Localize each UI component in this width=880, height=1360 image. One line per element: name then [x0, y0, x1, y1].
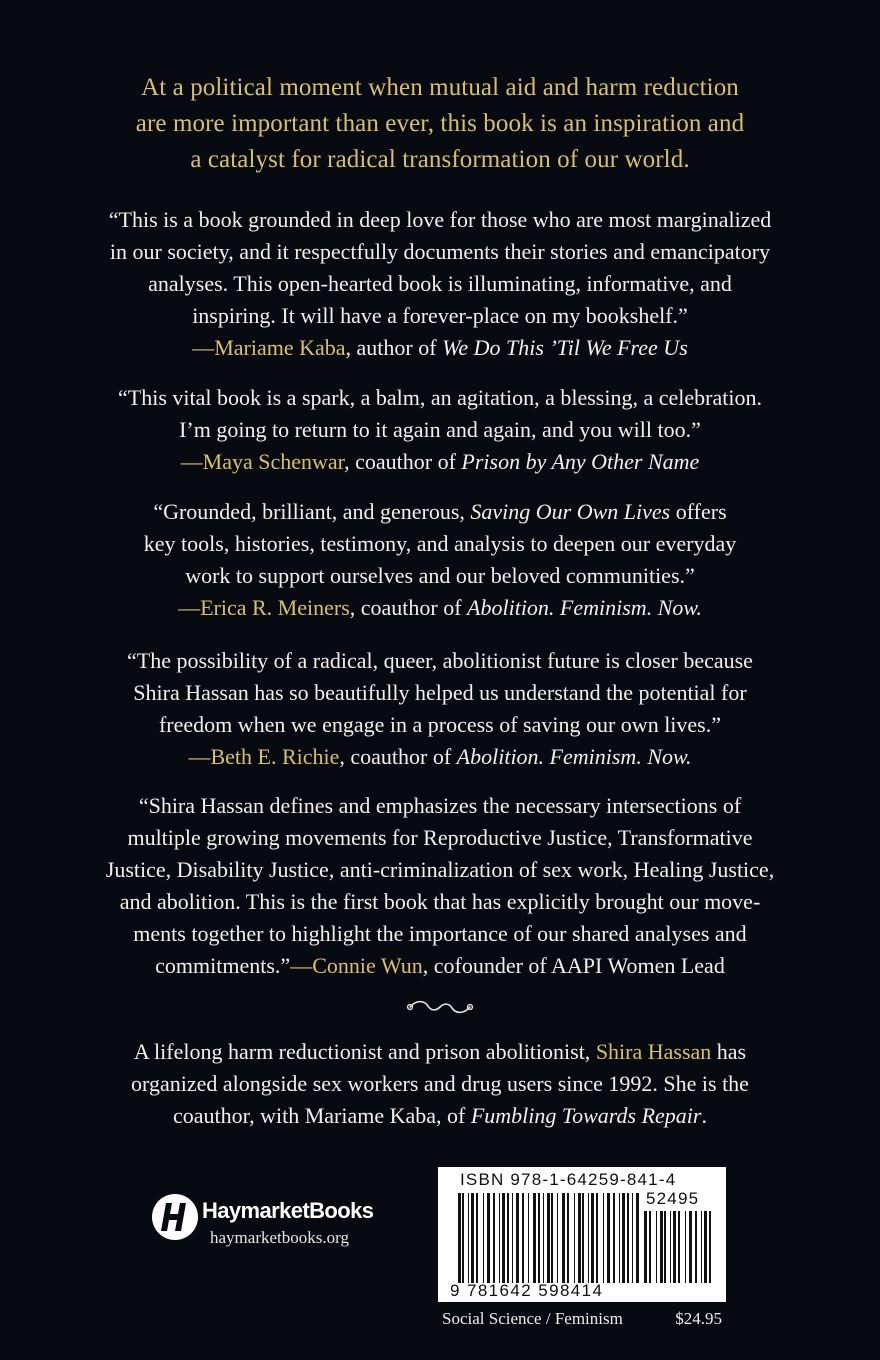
- addon-bar: [685, 1211, 686, 1283]
- blurb-line: “The possibility of a radical, queer, abolitionist future is closer because: [127, 648, 753, 673]
- ean-bar: [551, 1193, 553, 1283]
- ean-digits: 9 781642 598414: [450, 1281, 604, 1300]
- subject-category: Social Science / Feminism: [442, 1309, 623, 1328]
- blurb-attribution: [80, 592, 800, 624]
- intro-line: are more important than ever, this book is an inspiration and: [135, 110, 745, 137]
- ean-bar: [543, 1193, 544, 1283]
- ean-bar: [528, 1193, 529, 1283]
- addon-bar: [709, 1211, 711, 1283]
- blurb-text: “Grounded, brilliant, and generous,: [153, 499, 471, 524]
- addon-bar: [704, 1211, 707, 1283]
- isbn-barcode: [438, 1167, 726, 1302]
- blurb-richie: [80, 645, 800, 773]
- ean-bar: [533, 1193, 536, 1283]
- bio-line: organized alongside sex workers and drug users since 1992. She is the: [131, 1071, 749, 1096]
- blurb-wun: [80, 790, 800, 982]
- addon-bar: [649, 1211, 651, 1283]
- attribution-dash: —: [188, 744, 211, 769]
- ean-bar: [471, 1193, 474, 1283]
- ean-bar: [636, 1193, 639, 1283]
- ean-bar: [607, 1193, 610, 1283]
- ean-bar: [619, 1193, 620, 1283]
- intro-line: At a political moment when mutual aid and harm reduction: [141, 74, 739, 101]
- blurb-line: work to support ourselves and our beloved communities.”: [185, 563, 695, 588]
- blurb-line: analyses. This open-hearted book is illuminating, informative, and: [148, 271, 732, 296]
- ean-bar: [483, 1193, 484, 1283]
- attribution-role: , author of: [345, 335, 443, 360]
- attribution-dash: —: [178, 595, 201, 620]
- blurb-line: [80, 496, 800, 528]
- addon-bar: [656, 1211, 657, 1283]
- addon-bar: [695, 1211, 697, 1283]
- category-price-line: [442, 1309, 722, 1329]
- haymarket-h-logo-icon: [150, 1192, 200, 1242]
- blurb-line: ments together to highlight the importance of our shared analyses and: [133, 921, 747, 946]
- blurb-line: “Shira Hassan defines and emphasizes the necessary intersections of: [138, 793, 742, 818]
- ean-bar: [512, 1193, 513, 1283]
- ean-bar: [588, 1193, 589, 1283]
- ean-bar: [562, 1193, 565, 1283]
- blurb-meiners: [80, 496, 800, 624]
- ean-bar: [632, 1193, 633, 1283]
- attribution-dash: —: [192, 335, 215, 360]
- isbn-label: ISBN 978-1-64259-841-4: [460, 1170, 677, 1189]
- attribution-work: Abolition. Feminism. Now.: [456, 744, 692, 769]
- price-code: 52495: [646, 1189, 700, 1208]
- bio-book-title: Fumbling Towards Repair: [470, 1103, 702, 1128]
- attribution-role: , cofounder of AAPI Women Lead: [422, 953, 725, 978]
- ean-bar: [468, 1193, 469, 1283]
- ean-bar: [522, 1193, 524, 1283]
- blurb-line: “This vital book is a spark, a balm, an agitation, a blessing, a celebration.: [118, 385, 762, 410]
- ean-bar: [547, 1193, 550, 1283]
- blurb-line: in our society, and it respectfully documents their stories and emancipatory: [109, 239, 771, 264]
- price: $24.95: [675, 1309, 722, 1328]
- bio-text: .: [701, 1103, 707, 1128]
- ean-bar: [516, 1193, 519, 1283]
- attribution-work: Abolition. Feminism. Now.: [467, 595, 702, 620]
- bio-text: has: [711, 1039, 747, 1064]
- bio-line: [70, 1100, 810, 1132]
- ean-bar: [458, 1193, 461, 1283]
- ean-bar: [603, 1193, 604, 1283]
- bio-text: A lifelong harm reductionist and prison abolitionist,: [133, 1039, 596, 1064]
- blurb-attribution: [80, 446, 800, 478]
- attribution-work: We Do This ’Til We Free Us: [442, 335, 688, 360]
- author-bio: [70, 1036, 810, 1132]
- ean-bar: [613, 1193, 615, 1283]
- attribution-dash: —: [180, 449, 203, 474]
- attribution-work: Prison by Any Other Name: [461, 449, 700, 474]
- ornament-divider-icon: [400, 996, 480, 1018]
- ean-bar: [462, 1193, 464, 1283]
- attribution-role: , coauthor of: [344, 449, 462, 474]
- blurb-line: inspiring. It will have a forever-place on my bookshelf.”: [192, 303, 688, 328]
- ean-bar: [574, 1193, 575, 1283]
- blurb-line: [80, 950, 800, 982]
- intro-line: a catalyst for radical transformation of our world.: [190, 146, 690, 173]
- blurb-line: multiple growing movements for Reproductive Justice, Transformative: [127, 825, 753, 850]
- attribution-dash: —: [290, 953, 313, 978]
- attribution-role: , coauthor of: [349, 595, 468, 620]
- blurb-text: offers: [670, 499, 727, 524]
- ean-bar: [622, 1193, 625, 1283]
- blurb-line: I’m going to return to it again and again, and you will too.”: [179, 417, 701, 442]
- blurb-line: “This is a book grounded in deep love for those who are most marginalized: [108, 207, 772, 232]
- attribution-role: , coauthor of: [339, 744, 457, 769]
- blurb-line: Shira Hassan has so beautifully helped us understand the potential for: [133, 680, 747, 705]
- ean-bar: [493, 1193, 495, 1283]
- attribution-name: Mariame Kaba: [214, 335, 346, 360]
- attribution-name: Maya Schenwar: [202, 449, 345, 474]
- addon-bar: [678, 1211, 680, 1283]
- addon-bar: [664, 1211, 666, 1283]
- ean-bar: [582, 1193, 584, 1283]
- blurb-attribution: [80, 332, 800, 364]
- addon-bar: [673, 1211, 676, 1283]
- blurb-schenwar: [80, 382, 800, 478]
- ean-bar: [627, 1193, 629, 1283]
- attribution-name: Connie Wun: [312, 953, 423, 978]
- blurb-line: freedom when we engage in a process of saving our own lives.”: [158, 712, 722, 737]
- bio-text: coauthor, with Mariame Kaba, of: [173, 1103, 471, 1128]
- attribution-name: Erica R. Meiners: [200, 595, 350, 620]
- addon-bar: [644, 1211, 647, 1283]
- book-title: Saving Our Own Lives: [470, 499, 671, 524]
- publisher-logo: [150, 1190, 430, 1254]
- addon-bar: [670, 1211, 671, 1283]
- blurb-line: Justice, Disability Justice, anti-criminalization of sex work, Healing Justice,: [105, 857, 775, 882]
- ean-bar: [538, 1193, 540, 1283]
- blurb-line: key tools, histories, testimony, and analysis to deepen our everyday: [143, 531, 737, 556]
- intro-paragraph: [60, 70, 820, 178]
- blurb-line: and abolition. This is the first book that has explicitly brought our move-: [119, 889, 761, 914]
- attribution-name: Beth E. Richie: [210, 744, 340, 769]
- ean-bar: [502, 1193, 505, 1283]
- ean-bar: [591, 1193, 594, 1283]
- bio-author-name: Shira Hassan: [595, 1039, 712, 1064]
- blurb-text: commitments.”: [155, 953, 291, 978]
- ean-bar: [507, 1193, 509, 1283]
- ean-bar: [596, 1193, 598, 1283]
- addon-bar: [660, 1211, 663, 1283]
- ean-bar: [578, 1193, 581, 1283]
- blurb-attribution: [80, 741, 800, 773]
- blurb-kaba: [80, 204, 800, 364]
- ean-bar: [499, 1193, 500, 1283]
- ean-bar: [476, 1193, 478, 1283]
- addon-bar: [689, 1211, 692, 1283]
- ean-bar: [557, 1193, 558, 1283]
- addon-bar: [701, 1211, 702, 1283]
- publisher-url: haymarketbooks.org: [210, 1228, 349, 1247]
- bio-line: [70, 1036, 810, 1068]
- ean-bar: [567, 1193, 569, 1283]
- ean-bar: [487, 1193, 490, 1283]
- publisher-name: HaymarketBooks: [202, 1198, 374, 1223]
